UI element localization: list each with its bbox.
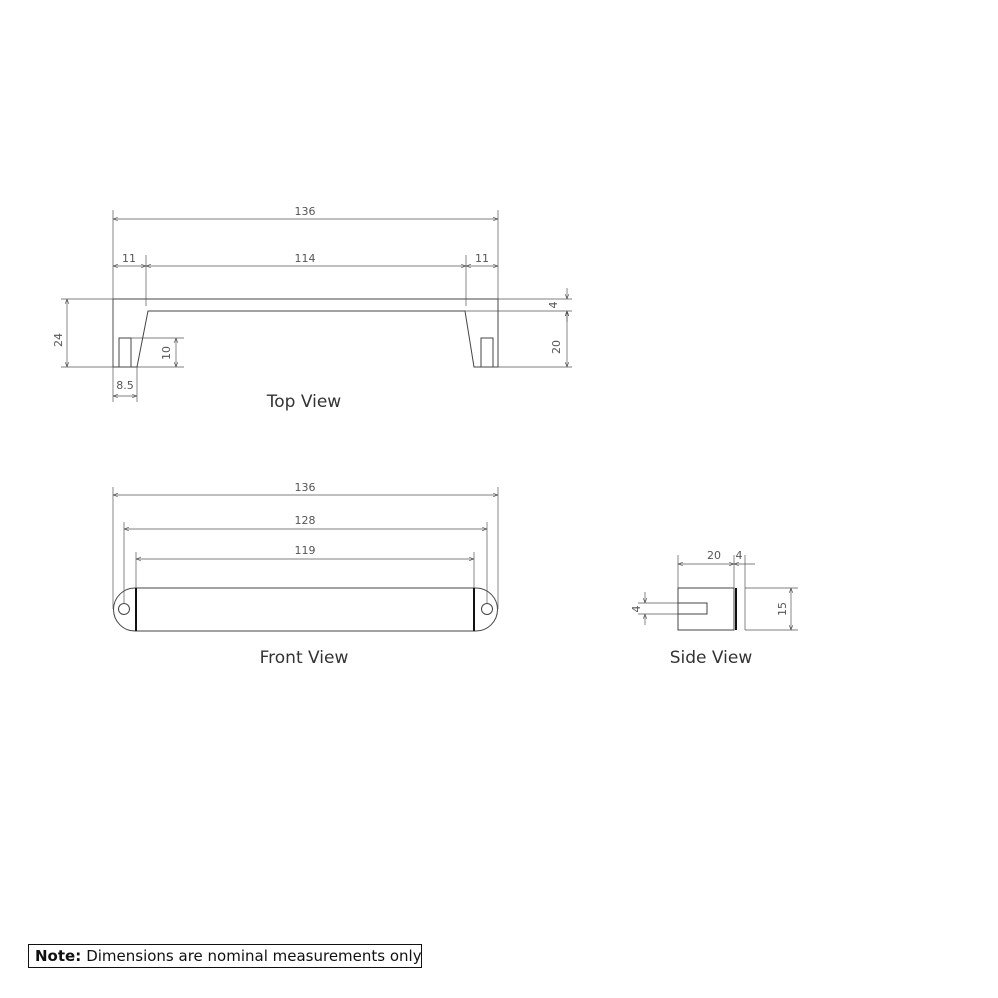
side-handle-body	[678, 588, 734, 630]
dim-top-overall: 136	[294, 205, 316, 218]
dim-front-hole-centers: 128	[294, 514, 316, 527]
side-post	[678, 603, 707, 614]
dim-side-height: 15	[776, 602, 789, 616]
dim-side-post-thickness: 4	[630, 605, 643, 613]
right-screw-hole	[482, 604, 493, 615]
side-view-title: Side View	[669, 648, 753, 668]
side-view-extension-lines	[638, 555, 798, 630]
dim-top-left-offset: 11	[122, 252, 136, 265]
note-label: Note:	[35, 947, 82, 965]
top-view-extension-lines	[61, 210, 572, 402]
front-view	[113, 481, 498, 668]
dim-top-post-width: 8.5	[116, 379, 134, 392]
left-post	[119, 338, 131, 367]
note-text: Dimensions are nominal measurements only	[86, 947, 422, 965]
dim-side-depth: 20	[707, 549, 721, 562]
top-view-title: Top View	[266, 392, 342, 412]
dim-top-center-span: 114	[294, 252, 316, 265]
dim-top-post-height: 10	[160, 346, 173, 360]
dim-top-thickness: 4	[547, 301, 560, 309]
front-view-title: Front View	[259, 648, 349, 668]
dim-front-inner: 119	[294, 544, 316, 557]
dim-side-thickness: 4	[735, 549, 743, 562]
dim-front-overall: 136	[294, 481, 316, 494]
dim-top-depth-left: 24	[52, 333, 65, 347]
right-post	[481, 338, 493, 367]
left-screw-hole	[119, 604, 130, 615]
dim-top-depth-right: 20	[550, 340, 563, 354]
note-box	[28, 944, 422, 968]
side-view	[630, 549, 798, 668]
dim-top-right-offset: 11	[475, 252, 489, 265]
front-view-handle-outline	[114, 588, 498, 631]
top-view	[52, 205, 572, 412]
